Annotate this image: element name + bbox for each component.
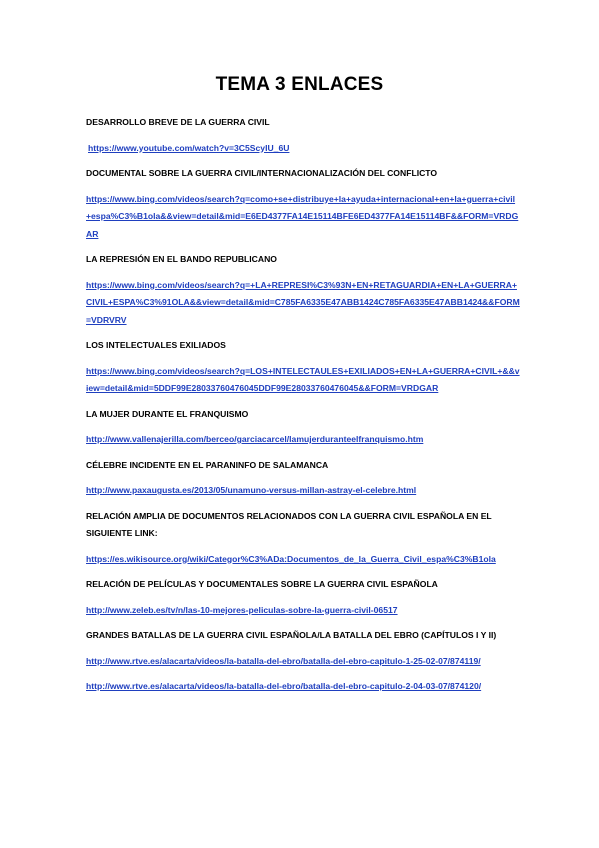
link[interactable]: http://www.paxaugusta.es/2013/05/unamuno-versus-millan-astray-el-celebre.html bbox=[86, 485, 417, 495]
section-represion bbox=[86, 251, 520, 329]
section-heading: CÉLEBRE INCIDENTE EN EL PARANINFO DE SALAMANCA bbox=[86, 459, 329, 470]
section-documentos bbox=[86, 508, 520, 569]
section-mujer bbox=[86, 406, 520, 449]
section-guerra-civil bbox=[86, 114, 520, 157]
link[interactable]: https://www.bing.com/videos/search?q=LOS+INTELECTAULES+EXILIADOS+EN+LA+GUERRA+CIVIL+&&view=detail&mid=5DDF99E28033760476045DDF99E28033760476045&&FORM=VRDGAR bbox=[86, 365, 520, 393]
link[interactable]: https://www.bing.com/videos/search?q=como+se+distribuye+la+ayuda+internacional+en+la+guerra+civil+espa%C3%B1ola&&view=detail&mid=E6ED4377FA14E15114BFE6ED4377FA14E15114BF&&FORM=VRDGAR bbox=[86, 193, 519, 239]
link[interactable]: http://www.rtve.es/alacarta/videos/la-batalla-del-ebro/batalla-del-ebro-capitulo-1-25-02-07/874119/ bbox=[86, 655, 481, 666]
link[interactable]: http://www.rtve.es/alacarta/videos/la-batalla-del-ebro/batalla-del-ebro-capitulo-2-04-03-07/874120/ bbox=[86, 681, 482, 691]
section-batallas bbox=[86, 627, 520, 696]
content bbox=[86, 114, 520, 704]
section-peliculas bbox=[86, 576, 520, 619]
section-heading: LA MUJER DURANTE EL FRANQUISMO bbox=[86, 408, 249, 419]
link[interactable]: http://www.vallenajerilla.com/berceo/garciacarcel/lamujerduranteelfranquismo.htm bbox=[86, 434, 424, 444]
section-heading: LA REPRESIÓN EN EL BANDO REPUBLICANO bbox=[86, 254, 277, 264]
section-heading: RELACIÓN AMPLIA DE DOCUMENTOS RELACIONADOS CON LA GUERRA CIVIL ESPAÑOLA EN EL SIGUIENTE LINK: bbox=[86, 510, 492, 538]
section-heading: RELACIÓN DE PELÍCULAS Y DOCUMENTALES SOBRE LA GUERRA CIVIL ESPAÑOLA bbox=[86, 579, 438, 589]
section-heading: DESARROLLO BREVE DE LA GUERRA CIVIL bbox=[86, 117, 270, 127]
link[interactable]: https://es.wikisource.org/wiki/Categor%C3%ADa:Documentos_de_la_Guerra_Civil_espa%C3%B1ola bbox=[86, 553, 496, 564]
section-heading: LOS INTELECTUALES EXILIADOS bbox=[86, 340, 226, 350]
link[interactable]: https://www.youtube.com/watch?v=3C5ScyIU_6U bbox=[88, 142, 290, 153]
section-paraninfo bbox=[86, 457, 520, 500]
link[interactable]: https://www.bing.com/videos/search?q=+LA+REPRESI%C3%93N+EN+RETAGUARDIA+EN+LA+GUERRA+CIVIL+ESPA%C3%91OLA&&view=detail&mid=C785FA6335E47ABB1424C785FA6335E47ABB1424&&FORM=VDRVRV bbox=[86, 279, 520, 325]
link[interactable]: http://www.zeleb.es/tv/n/las-10-mejores-peliculas-sobre-la-guerra-civil-06517 bbox=[86, 604, 398, 615]
page-title: TEMA 3 ENLACES bbox=[215, 74, 384, 95]
section-documental bbox=[86, 165, 520, 243]
section-heading: DOCUMENTAL SOBRE LA GUERRA CIVIL/INTERNACIONALIZACIÓN DEL CONFLICTO bbox=[86, 168, 438, 178]
section-intelectuales bbox=[86, 337, 520, 398]
section-heading: GRANDES BATALLAS DE LA GUERRA CIVIL ESPAÑOLA/LA BATALLA DEL EBRO (CAPÍTULOS I Y II) bbox=[86, 630, 497, 640]
